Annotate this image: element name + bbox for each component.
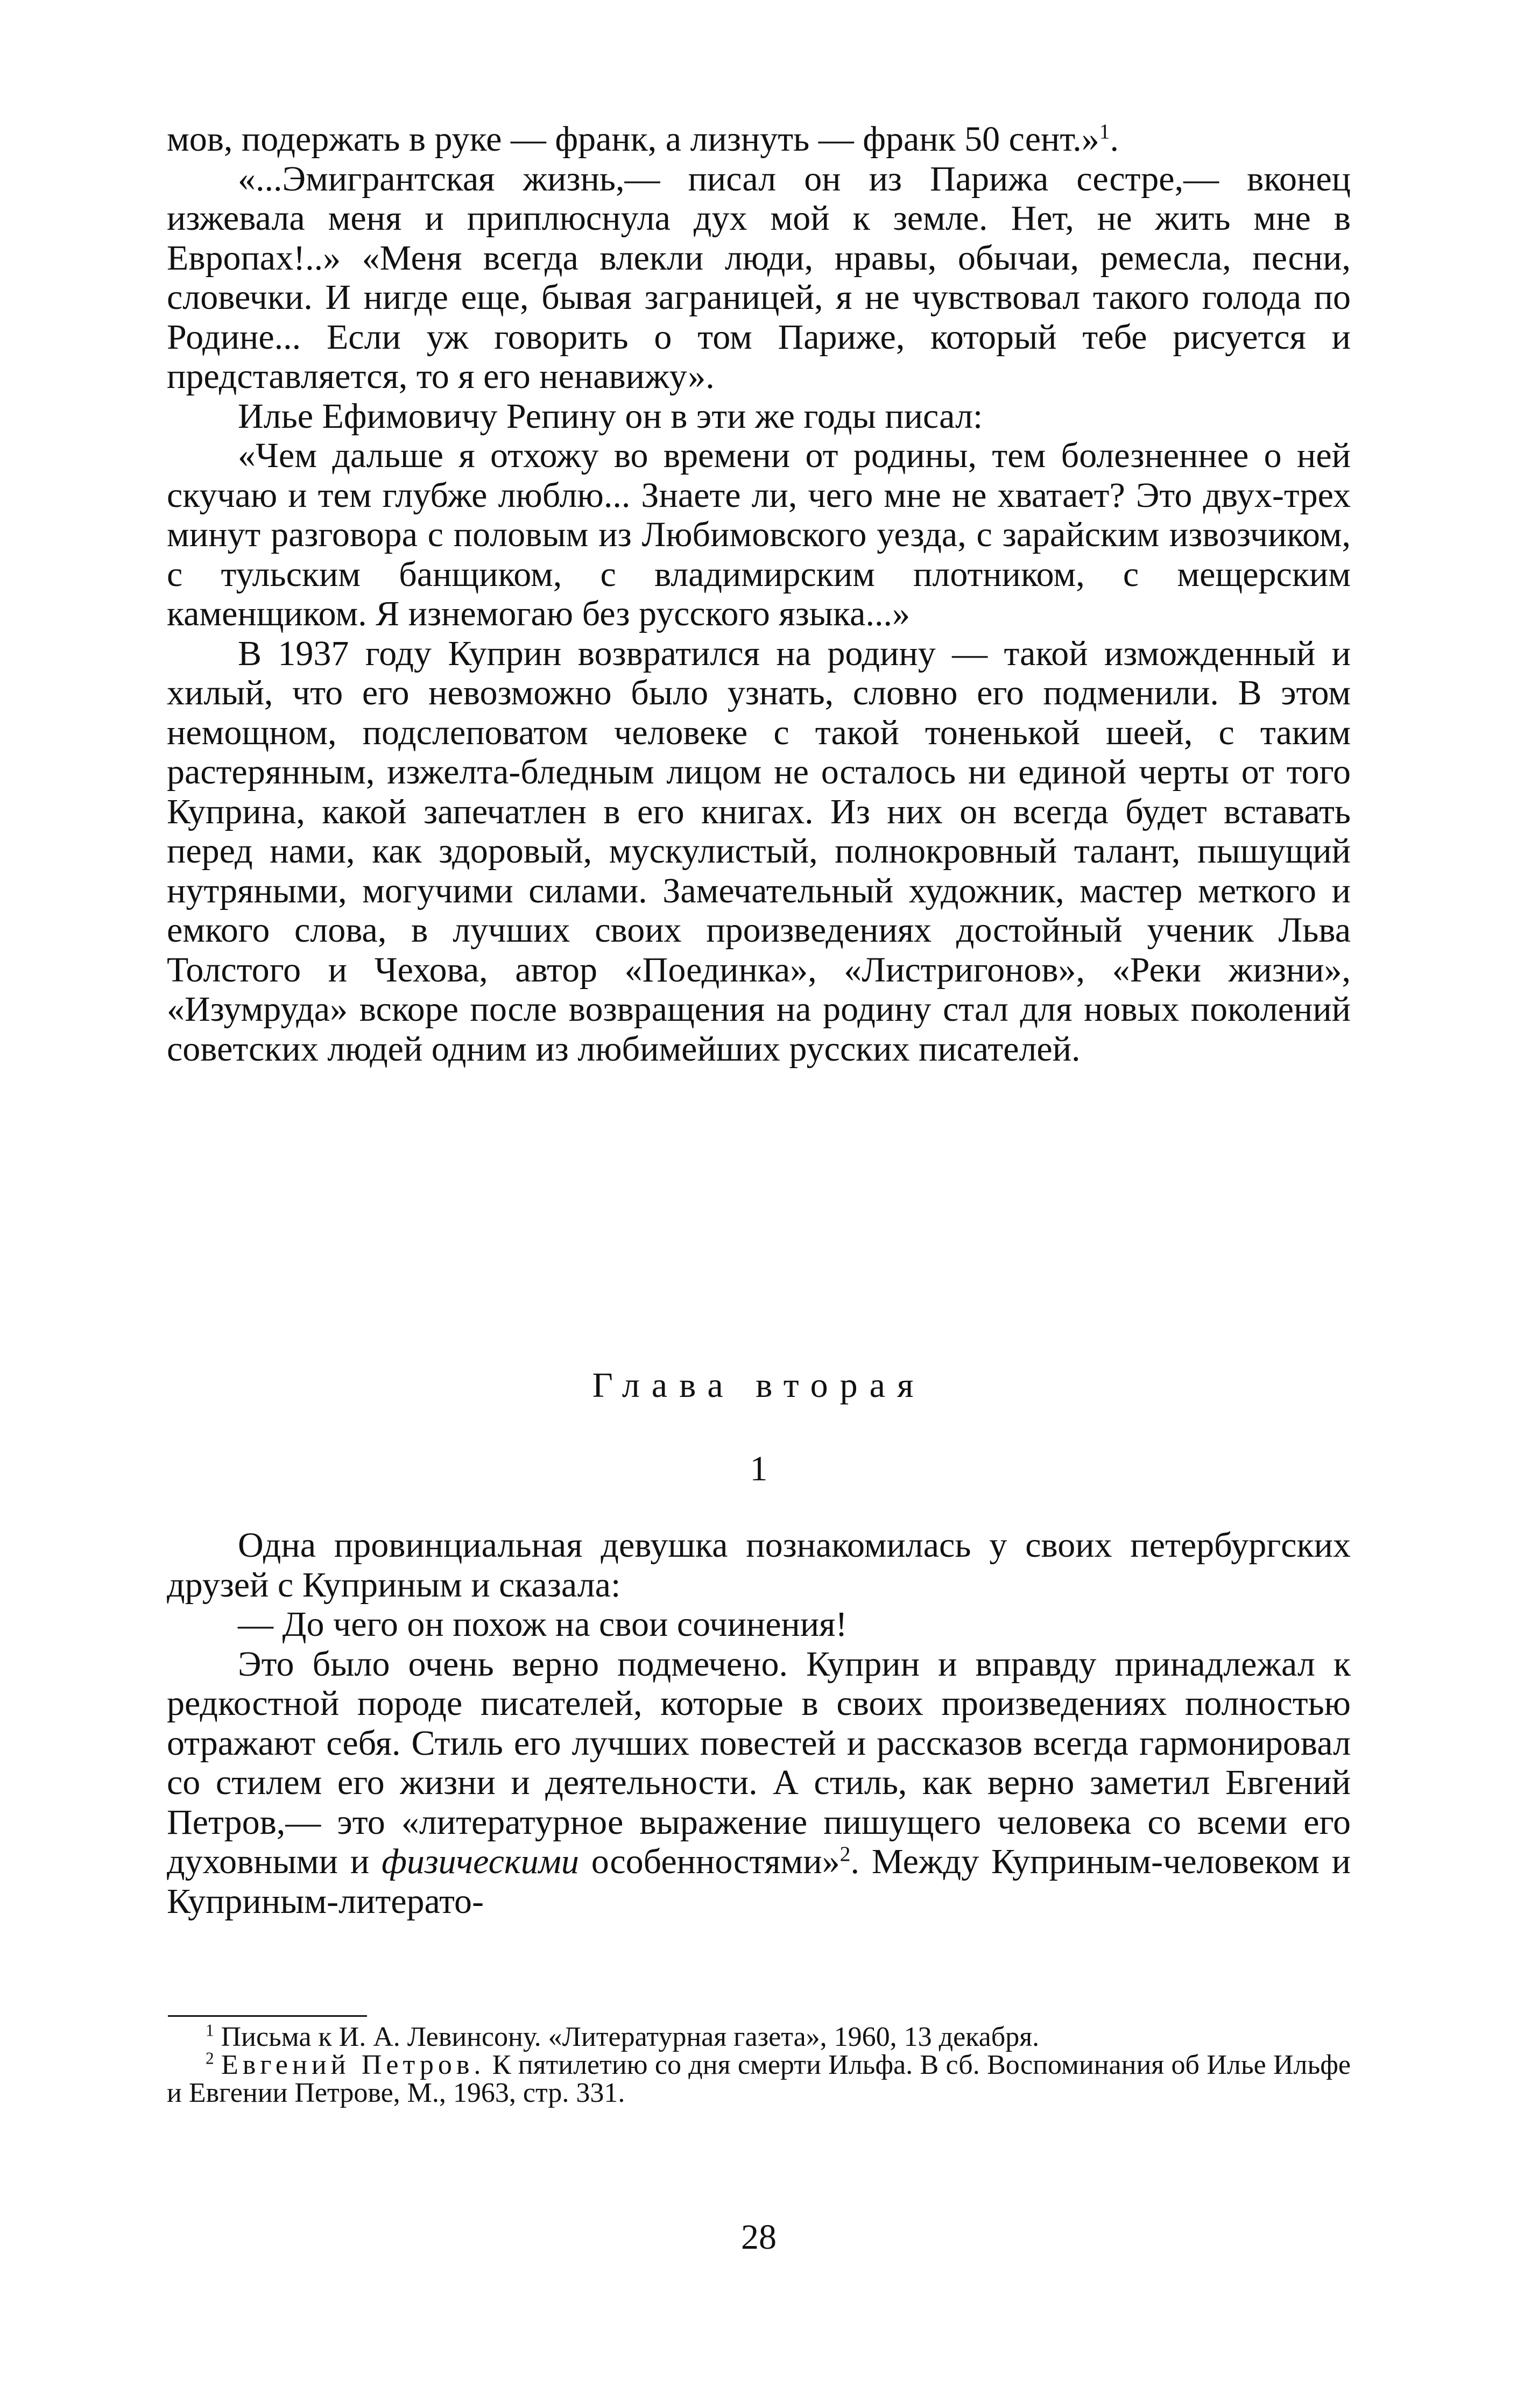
- paragraph-quote-line: — До чего он похож на свои сочинения!: [238, 1605, 848, 1644]
- chapter-heading: Глава вторая: [592, 1366, 926, 1405]
- footnotes: [167, 2023, 1351, 2107]
- chapter-text-block: [167, 1526, 1351, 1921]
- emphasis-text: физическими: [382, 1842, 579, 1881]
- section-number: 1: [750, 1449, 768, 1488]
- paragraph-emigrant-life: «...Эмигрантская жизнь,— писал он из Парижа сестре,— вконец изжевала меня и приплюснула дух мой к земле. Нет, не жить мне в Европах!..» «Меня всегда влекли люди, нравы, обычаи, ремесла, песни, словечки. И нигде еще, бывая заграницей, я не чувствовал такого голода по Родине... Если уж говорить о том Париже, который тебе рисуется и представляется, то я его ненавижу».: [167, 159, 1351, 396]
- page-number: 28: [741, 2218, 777, 2257]
- footnote-text: Письма к И. А. Левинсону. «Литературная газета», 1960, 13 декабря.: [221, 2022, 1040, 2052]
- paragraph-provincial-girl: Одна провинциальная девушка познакомилась у своих петербургских друзей с Куприным и сказала:: [167, 1526, 1351, 1605]
- paragraph-text-end: .: [1110, 119, 1119, 159]
- paragraph-repin-quote: «Чем дальше я отхожу во времени от родины, тем болезненнее о ней скучаю и тем глубже люблю... Знаете ли, чего мне не хватает? Это двух-трех минут разговора с половым из Любимовского уезда, с зарайским извозчиком, с тульским банщиком, с владимирским плотником, с мещерским каменщиком. Я изнемогаю без русского языка...»: [167, 436, 1351, 633]
- footnote-text: К пятилетию со дня смерти Ильфа. В сб. Воспоминания об Илье Ильфе и Евгении Петрове, М., 1963, стр. 331.: [167, 2050, 1351, 2108]
- paragraph-style: [167, 1644, 1351, 1922]
- paragraph-continuation: [167, 119, 1351, 159]
- footnote-ref-1: 1: [1099, 119, 1110, 143]
- footnote-author: Евгений Петров.: [221, 2050, 485, 2080]
- paragraph-text-end: . Между Куприным-человеком и Куприным-литерато-: [167, 1842, 1351, 1921]
- paragraph-return-1937: В 1937 году Куприн возвратился на родину — такой изможденный и хилый, что его невозможно было узнать, словно его подменили. В этом немощном, подслеповатом человеке с такой тоненькой шеей, с таким растерянным, изжелта-бледным лицом не осталось ни единой черты от того Куприна, какой запечатлен в его книгах. Из них он всегда будет вставать перед нами, как здоровый, мускулистый, полнокровный талант, пышущий нутряными, могучими силами. Замечательный художник, мастер меткого и емкого слова, в лучших своих произведениях достойный ученик Льва Толстого и Чехова, автор «Поединка», «Листригонов», «Реки жизни», «Изумруда» вскоре после возвращения на родину стал для новых поколений советских людей одним из любимейших русских писателей.: [167, 633, 1351, 1069]
- footnote-mark-2: 2: [206, 2049, 214, 2068]
- paragraph-text: особенностями»: [591, 1842, 840, 1881]
- footnote-ref-2: 2: [839, 1842, 851, 1866]
- paragraph-text: Это было очень верно подмечено. Куприн и вправду принадлежал к редкостной породе писателей, которые в своих произведениях полностью отражают себя. Стиль его лучших повестей и рассказов всегда гармонировал со стилем его жизни и деятельности. А стиль, как верно заметил Евгений Петров,— это «литературное выражение пишущего человека со всеми его духовными и: [167, 1644, 1351, 1881]
- footnote-2: [167, 2051, 1351, 2107]
- footnote-1: [167, 2023, 1351, 2051]
- main-text-block: [167, 119, 1351, 1069]
- footnote-mark-1: 1: [206, 2021, 214, 2040]
- footnote-divider: [168, 2015, 367, 2017]
- paragraph-repin-intro: Илье Ефимовичу Репину он в эти же годы писал:: [238, 396, 983, 436]
- paragraph-text: мов, подержать в руке — франк, а лизнуть — франк 50 сент.»: [167, 119, 1099, 159]
